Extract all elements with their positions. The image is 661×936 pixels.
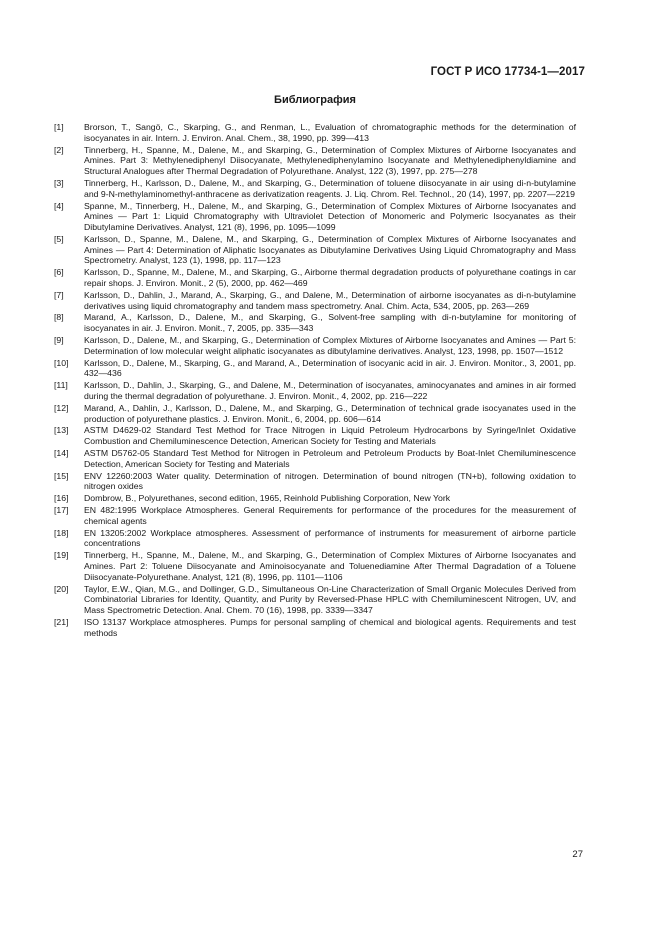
- reference-text: Karlsson, D., Dahlin, J., Skarping, G., and Dalene, M., Determination of isocyanates, aminocyanates and amines in air formed during the thermal degradation of polyurethane. J. Environ. Monit., 4, 2002, pp. 216—222: [84, 380, 576, 401]
- reference-item: [54, 471, 576, 493]
- reference-item: [54, 335, 576, 357]
- reference-item: [54, 380, 576, 402]
- reference-number: [21]: [54, 616, 69, 627]
- reference-item: [54, 178, 576, 200]
- reference-number: [16]: [54, 493, 69, 504]
- reference-number: [17]: [54, 505, 69, 515]
- reference-text: Marand, A., Karlsson, D., Dalene, M., and Skarping, G., Solvent-free sampling with di-n-butylamine for monitoring of isocyanates in air. J. Environ. Monit., 7, 2005, pp. 335—343: [84, 312, 576, 334]
- reference-item: [54, 493, 576, 504]
- page-number: 27: [572, 849, 583, 860]
- reference-text: Karlsson, D., Dalene, M., Skarping, G., and Marand, A., Determination of isocyanic acid in air. J. Environ. Monitor., 3, 2001, pp. 432—436: [84, 357, 576, 379]
- reference-text: Marand, A., Dahlin, J., Karlsson, D., Dalene, M., and Skarping, G., Determination of technical grade isocyanates used in the production of polyurethane plastics. J. Environ. Monit., 6, 2004, pp. 606—614: [84, 402, 576, 424]
- reference-number: [2]: [54, 144, 64, 155]
- reference-item: [54, 550, 576, 582]
- reference-number: [19]: [54, 550, 69, 561]
- bibliography-title: Библиография: [274, 94, 356, 106]
- reference-number: [3]: [54, 177, 64, 188]
- reference-number: [14]: [54, 447, 69, 458]
- reference-text: ASTM D5762-05 Standard Test Method for Nitrogen in Petroleum and Petroleum Products by Boat-Inlet Chemiluminescence Detection, American Society for Testing and Materials: [84, 447, 576, 469]
- reference-item: [54, 122, 576, 144]
- reference-text: Karlsson, D., Dahlin, J., Marand, A., Skarping, G., and Dalene, M., Determination of airborne isocyanates as di-n-butylamine derivatives using liquid chromatography and tandem mass spectrometry. Anal. Chim. Acta, 534, 2005, pp. 263—269: [84, 289, 576, 311]
- reference-text: Karlsson, D., Dalene, M., and Skarping, G., Determination of Complex Mixtures of Airborne Isocyanates and Amines — Part 5: Determination of low molecular weight aliphatic isocyanates as dibutylamine derivatives. Analyst, 123, 1998, pp. 1507—1512: [84, 335, 576, 356]
- reference-item: [54, 617, 576, 639]
- reference-text: EN 482:1995 Workplace Atmospheres. General Requirements for performance of the procedures for the measurement of chemical agents: [84, 505, 576, 526]
- reference-number: [4]: [54, 200, 64, 211]
- standard-id-header: ГОСТ Р ИСО 17734-1—2017: [430, 66, 585, 78]
- reference-text: ASTM D4629-02 Standard Test Method for Trace Nitrogen in Liquid Petroleum Hydrocarbons by Syringe/Inlet Oxidative Combustion and Chemiluminescence Detection, American Society for Testing and Materials: [84, 425, 576, 447]
- reference-item: [54, 403, 576, 425]
- reference-item: [54, 528, 576, 550]
- reference-number: [15]: [54, 470, 69, 481]
- reference-text: Taylor, E.W., Qian, M.G., and Dollinger, G.D., Simultaneous On-Line Characterization of Small Organic Molecules Derived from Combinatorial Libraries for Identity, Quantity, and Purity by Reversed-Phase HPLC with Chemiluminescent Nitrogen, UV, and Mass Spectrometric Detection. Anal. Chem. 70 (16), 1998, pp. 3339—3347: [84, 583, 576, 616]
- reference-number: [8]: [54, 312, 64, 323]
- reference-item: [54, 448, 576, 470]
- reference-text: Karlsson, D., Spanne, M., Dalene, M., and Skarping, G., Determination of Complex Mixtures of Airborne Isocyanates and Amines — Part 4: Determination of Aliphatic Isocyanates as Dibutylamine Derivatives Using Liquid Chromatography and Mass Spectrometry. Analyst, 123 (1), 1998, pp. 117—123: [84, 233, 576, 266]
- reference-number: [12]: [54, 402, 69, 413]
- reference-item: [54, 234, 576, 266]
- reference-number: [1]: [54, 122, 64, 132]
- reference-item: [54, 505, 576, 527]
- reference-number: [20]: [54, 583, 69, 594]
- reference-list: [54, 122, 576, 639]
- reference-item: [54, 145, 576, 177]
- reference-text: Karlsson, D., Spanne, M., Dalene, M., and Skarping, G., Airborne thermal degradation products of polyurethane coatings in car repair shops. J. Environ. Monit., 2 (5), 2000, pp. 462—469: [84, 267, 576, 288]
- reference-item: [54, 358, 576, 380]
- reference-number: [9]: [54, 335, 64, 345]
- reference-item: [54, 290, 576, 312]
- reference-text: Dombrow, B., Polyurethanes, second edition, 1965, Reinhold Publishing Corporation, New York: [84, 493, 451, 504]
- reference-text: Brorson, T., Sangö, C., Skarping, G., and Renman, L., Evaluation of chromatographic methods for the determination of isocyanates in air. Intern. J. Environ. Anal. Chem., 38, 1990, pp. 399—413: [84, 122, 576, 143]
- reference-item: [54, 425, 576, 447]
- reference-number: [11]: [54, 380, 68, 391]
- reference-text: Spanne, M., Tinnerberg, H., Dalene, M., and Skarping, G., Determination of Complex Mixtures of Airborne Isocyanates and Amines — Part 1: Liquid Chromatography with Ultraviolet Detection of Monomeric and Polymeric Isocyanates as their Dibutylamine Derivatives. Analyst, 121 (8), 1996, pp. 1095—1099: [84, 200, 576, 233]
- reference-number: [7]: [54, 289, 64, 300]
- reference-text: EN 13205:2002 Workplace atmospheres. Assessment of performance of instruments for measurement of airborne particle concentrations: [84, 527, 576, 549]
- reference-number: [10]: [54, 357, 69, 368]
- reference-item: [54, 267, 576, 289]
- reference-item: [54, 201, 576, 233]
- reference-text: Tinnerberg, H., Karlsson, D., Dalene, M., and Skarping, G., Determination of toluene diisocyanate in air using di-n-butylamine and 9-N-methylaminomethyl-anthracene as derivatization reagents. J. Liq. Chrom. Rel. Technol., 20 (14), 1997, pp. 2207—2219: [84, 177, 576, 199]
- reference-text: Tinnerberg, H., Spanne, M., Dalene, M., and Skarping, G., Determination of Complex Mixtures of Airborne Isocyanates and Amines. Part 2: Toluene Diisocyanate and Aminoisocyanate and Toluenediamine After Thermal Dagradation of a Toluene Diisocyanate-Polyurethane. Analyst, 121 (8), 1996, pp. 1101—1106: [84, 550, 576, 582]
- reference-text: ENV 12260:2003 Water quality. Determination of nitrogen. Determination of bound nitrogen (TN+b), following oxidation to nitrogen oxides: [84, 470, 576, 492]
- reference-item: [54, 584, 576, 616]
- reference-text: Tinnerberg, H., Spanne, M., Dalene, M., and Skarping, G., Determination of Complex Mixtures of Airborne Isocyanates and Amines. Part 3: Methylenediphenyl Diisocyanate, Methylenediphenylamino Isocyanate and Methylenediphenyldiamine and Structural Analogues after Thermal Degradation of Polyurethane. Analyst, 122 (3), 1997, pp. 275—278: [84, 144, 576, 177]
- reference-number: [5]: [54, 233, 64, 244]
- reference-number: [18]: [54, 527, 69, 538]
- reference-item: [54, 312, 576, 334]
- reference-number: [6]: [54, 267, 64, 278]
- reference-number: [13]: [54, 425, 69, 436]
- reference-text: ISO 13137 Workplace atmospheres. Pumps for personal sampling of chemical and biological agents. Requirements and test methods: [84, 616, 576, 638]
